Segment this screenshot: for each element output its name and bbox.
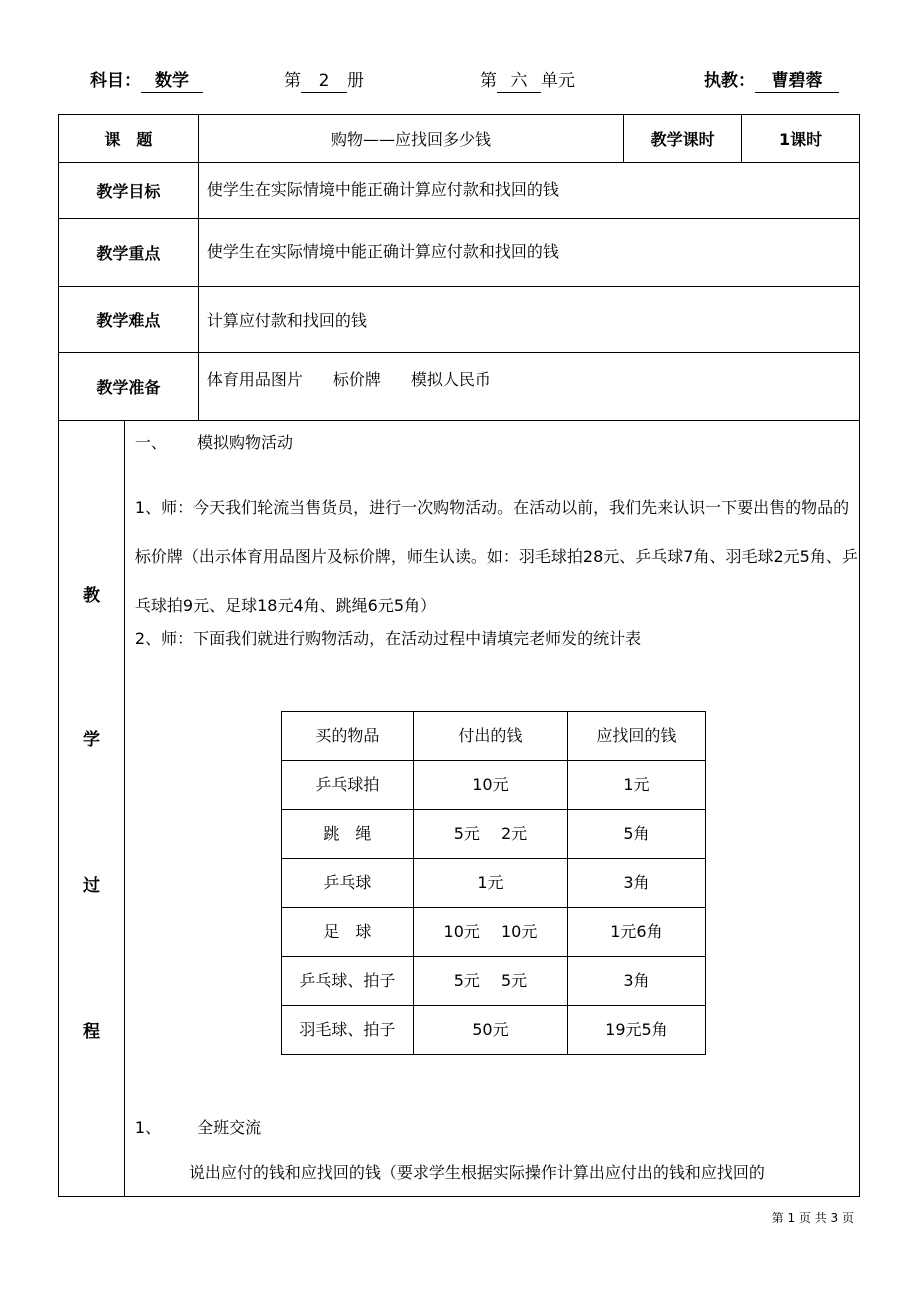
table-cell: 1元 [567, 761, 705, 810]
column-header: 付出的钱 [413, 712, 567, 761]
table-cell: 3角 [567, 957, 705, 1006]
process-label-char: 学 [82, 730, 100, 750]
volume-prefix: 第 [284, 71, 301, 91]
process-label-char: 教 [82, 586, 100, 606]
unit-suffix: 单元 [541, 71, 575, 91]
prep-item: 体育用品图片 [206, 370, 303, 389]
prep-label: 教学准备 [59, 353, 199, 421]
table-cell: 10元 10元 [413, 908, 567, 957]
unit-value: 六 [497, 70, 541, 93]
difficulty-row [59, 287, 860, 353]
goal-value: 使学生在实际情境中能正确计算应付款和找回的钱 [198, 163, 859, 219]
difficulty-value: 计算应付款和找回的钱 [198, 287, 859, 353]
section-title: 模拟购物活动 [196, 433, 293, 452]
lesson-plan-table [58, 114, 860, 1197]
paragraph: 2、师：下面我们就进行购物活动，在活动过程中请填完老师发的统计表 [134, 629, 642, 648]
process-label-char: 程 [82, 1022, 100, 1042]
focus-row [59, 219, 860, 287]
topic-value: 购物——应找回多少钱 [198, 115, 623, 163]
table-cell: 乒乓球拍 [281, 761, 413, 810]
focus-value: 使学生在实际情境中能正确计算应付款和找回的钱 [198, 219, 859, 287]
unit-field [480, 66, 575, 93]
table-cell: 19元5角 [567, 1006, 705, 1055]
document-header [0, 66, 920, 94]
table-cell: 50元 [413, 1006, 567, 1055]
process-label-char: 过 [82, 876, 100, 896]
teacher-field [704, 66, 839, 93]
subject-field [90, 66, 203, 93]
prep-item: 模拟人民币 [410, 370, 491, 389]
volume-suffix: 册 [347, 71, 364, 91]
table-row [281, 859, 705, 908]
process-content [124, 421, 859, 1197]
table-cell: 足 球 [281, 908, 413, 957]
column-header: 应找回的钱 [567, 712, 705, 761]
subject-label: 科目： [90, 71, 141, 91]
table-cell: 乒乓球、拍子 [281, 957, 413, 1006]
table-cell: 1元 [413, 859, 567, 908]
section-heading [135, 431, 293, 455]
paragraph: 说出应付的钱和应找回的钱（要求学生根据实际操作计算出应付出的钱和应找回的 [188, 1163, 765, 1182]
table-cell: 乒乓球 [281, 859, 413, 908]
section-heading [135, 1116, 261, 1140]
table-cell: 3角 [567, 859, 705, 908]
subject-value: 数学 [141, 70, 203, 93]
table-cell: 5元 2元 [413, 810, 567, 859]
section-title: 全班交流 [197, 1118, 262, 1137]
paragraph: 1、师：今天我们轮流当售货员，进行一次购物活动。在活动以前，我们先来认识一下要出售的物品的标价牌（出示体育用品图片及标价牌，师生认读。如：羽毛球拍28元、乒乓球7角、羽毛球2元5角、乒乓球拍9元、足球18元4角、跳绳6元5角） [134, 498, 858, 615]
process-row [59, 421, 860, 1197]
unit-prefix: 第 [480, 71, 497, 91]
page-number: 第 1 页 共 3 页 [771, 1211, 854, 1225]
difficulty-label: 教学难点 [59, 287, 199, 353]
teacher-value: 曹碧蓉 [755, 70, 839, 93]
column-header: 买的物品 [281, 712, 413, 761]
table-row [281, 1006, 705, 1055]
hours-label: 教学课时 [624, 115, 742, 163]
volume-field [284, 66, 364, 93]
goal-row [59, 163, 860, 219]
section-number: 1、 [134, 1118, 162, 1137]
table-cell: 5角 [567, 810, 705, 859]
table-row [281, 810, 705, 859]
table-row [281, 957, 705, 1006]
table-row [281, 908, 705, 957]
hours-value: 1课时 [742, 115, 860, 163]
section-number: 一、 [134, 433, 167, 452]
table-cell: 10元 [413, 761, 567, 810]
volume-value: 2 [301, 70, 347, 93]
topic-label: 课 题 [59, 115, 199, 163]
prep-row [59, 353, 860, 421]
statistics-table [281, 711, 706, 1055]
table-cell: 羽毛球、拍子 [281, 1006, 413, 1055]
table-cell: 1元6角 [567, 908, 705, 957]
table-cell: 5元 5元 [413, 957, 567, 1006]
prep-value [198, 353, 859, 421]
topic-row [59, 115, 860, 163]
process-label [59, 421, 125, 1197]
focus-label: 教学重点 [59, 219, 199, 287]
prep-item: 标价牌 [332, 370, 381, 389]
table-header-row [281, 712, 705, 761]
goal-label: 教学目标 [59, 163, 199, 219]
table-row [281, 761, 705, 810]
teacher-label: 执教： [704, 71, 755, 91]
table-cell: 跳 绳 [281, 810, 413, 859]
